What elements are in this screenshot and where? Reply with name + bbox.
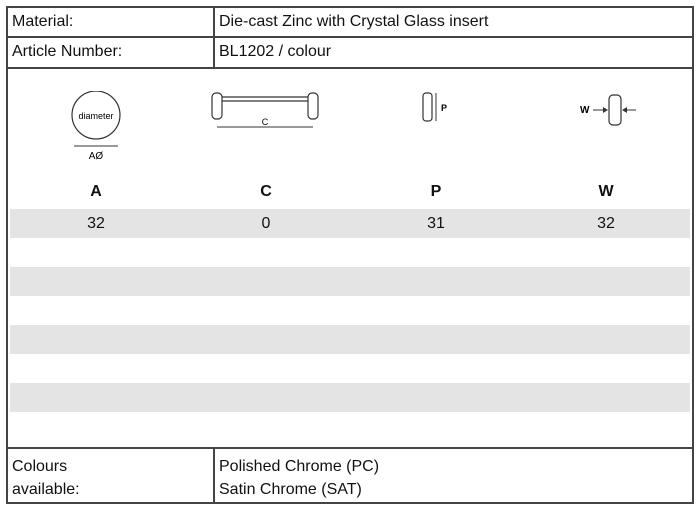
cell-c: 0: [261, 215, 271, 232]
colours-label-line2: available:: [12, 481, 80, 498]
table-row: [10, 238, 690, 267]
w-label: W: [580, 105, 590, 116]
dimension-headers: [8, 183, 692, 207]
colours-row: [8, 449, 692, 502]
cell-w: 32: [597, 215, 615, 232]
colours-label-line1: Colours: [12, 458, 68, 475]
dimension-diagrams: [8, 91, 692, 161]
dimensions-table: [10, 209, 690, 412]
header-p: P: [430, 183, 442, 200]
diameter-text: diameter: [78, 111, 114, 121]
header-a: A: [90, 183, 102, 200]
colour-option-satin-chrome: Satin Chrome (SAT): [219, 481, 362, 498]
colours-options: [215, 449, 692, 502]
p-label: P: [441, 103, 448, 113]
centre-distance-diagram-icon: [208, 91, 322, 151]
a-diameter-label: AØ: [88, 151, 104, 162]
material-value: Die-cast Zinc with Crystal Glass insert: [219, 13, 489, 30]
projection-diagram-icon: [420, 91, 460, 151]
width-diagram-icon: [578, 91, 638, 151]
table-row: [10, 383, 690, 412]
material-row: [8, 8, 692, 38]
header-c: C: [260, 183, 272, 200]
dimensions-section: [8, 69, 692, 449]
colours-label: [8, 449, 215, 502]
table-row: [10, 296, 690, 325]
table-row: [10, 325, 690, 354]
table-row: [10, 267, 690, 296]
cell-a: 32: [87, 215, 105, 232]
colour-option-polished-chrome: Polished Chrome (PC): [219, 458, 380, 475]
article-row: [8, 38, 692, 69]
article-label: Article Number:: [8, 38, 215, 67]
material-label: Material:: [8, 8, 215, 36]
article-value: BL1202 / colour: [219, 43, 332, 60]
spec-sheet: [6, 6, 694, 504]
c-label: C: [261, 117, 269, 127]
diameter-diagram-icon: [66, 91, 126, 163]
header-w: W: [598, 183, 614, 200]
table-row: [10, 209, 690, 238]
cell-p: 31: [427, 215, 445, 232]
table-row: [10, 354, 690, 383]
